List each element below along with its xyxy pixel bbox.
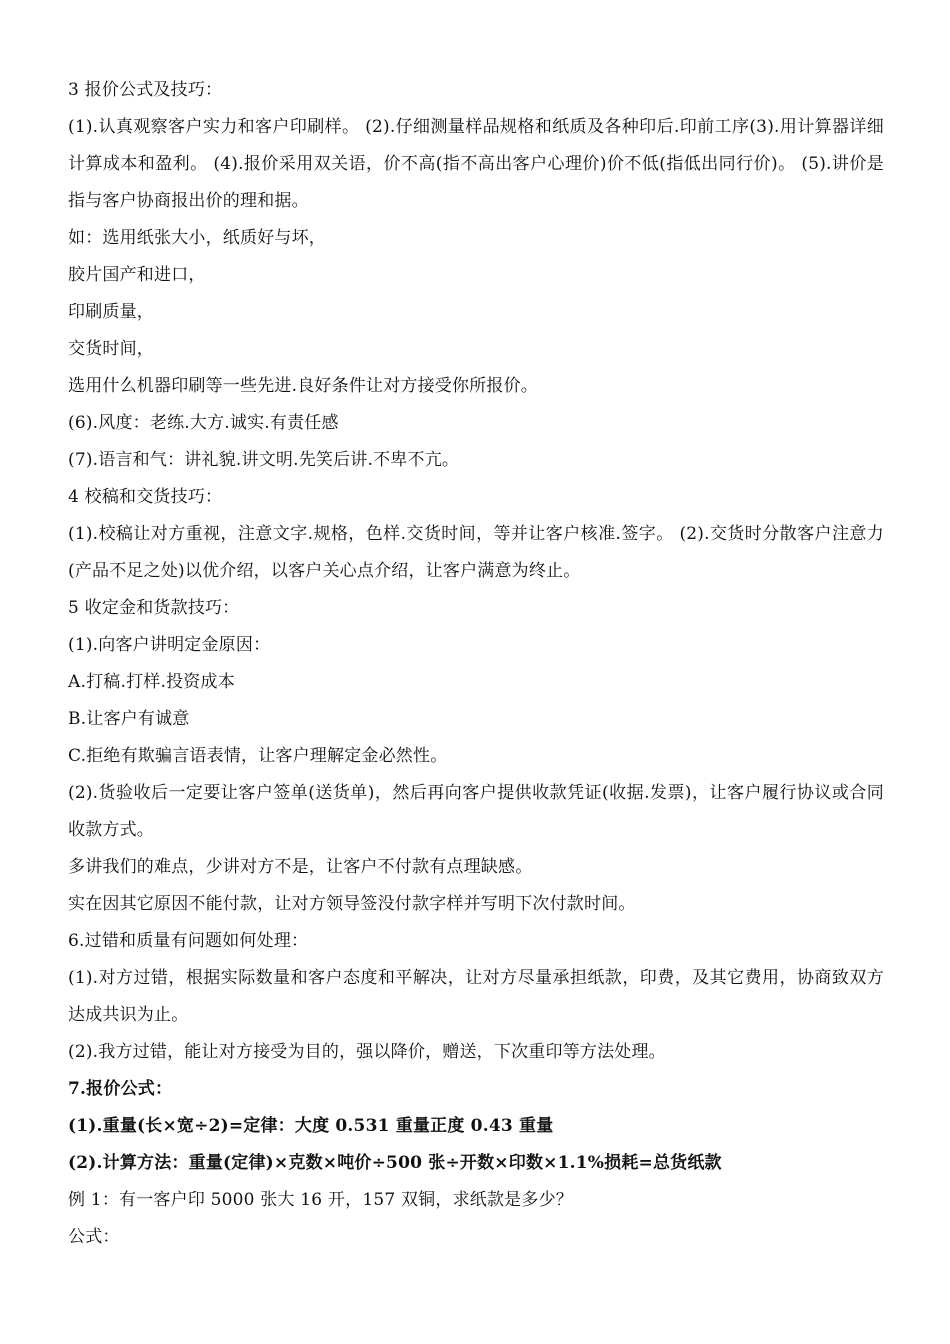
section-heading-formula: 7.报价公式： [68,1079,173,1099]
paragraph-quote-tips: (1).认真观察客户实力和客户印刷样。 (2).仔细测量样品规格和纸质及各种印后.印前工序(3).用计算器详细计算成本和盈利。 (4).报价采用双关语，价不高(指不高出客户心理价)价不低(指低出同行价)。 (5).讲价是指与客户协商报出价的理和据。 [68,117,884,211]
paragraph-acceptance: (2).货验收后一定要让客户签单(送货单)，然后再向客户提供收款凭证(收据.发票)，让客户履行协议或合同收款方式。 [68,783,884,840]
paragraph-deposit-reason: (1).向客户讲明定金原因： [68,635,271,655]
paragraph-unpaid: 实在因其它原因不能付款，让对方领导签没付款字样并写明下次付款时间。 [68,894,636,914]
paragraph-machine: 选用什么机器印刷等一些先进.良好条件让对方接受你所报价。 [68,376,539,396]
paragraph-manner: (6).风度：老练.大方.诚实.有责任感 [68,413,339,433]
formula-calculation: (2).计算方法：重量(定律)×克数×吨价÷500 张÷开数×印数×1.1%损耗=总货纸款 [68,1153,722,1173]
paragraph-language: (7).语言和气：讲礼貌.讲文明.先笑后讲.不卑不亢。 [68,450,460,470]
paragraph-print-quality: 印刷质量， [68,302,154,322]
paragraph-their-error: (1).对方过错，根据实际数量和客户态度和平解决，让对方尽量承担纸款，印费，及其它费用，协商致双方达成共识为止。 [68,968,884,1025]
document-page [68,72,884,1256]
list-item-c: C.拒绝有欺骗言语表情，让客户理解定金必然性。 [68,746,448,766]
example-1: 例 1：有一客户印 5000 张大 16 开，157 双铜，求纸款是多少？ [68,1190,573,1210]
formula-label: 公式： [68,1227,120,1247]
paragraph-delivery-time: 交货时间， [68,339,154,359]
list-item-a: A.打稿.打样.投资成本 [68,672,235,692]
section-heading-quote: 3 报价公式及技巧： [68,80,223,100]
paragraph-film: 胶片国产和进口， [68,265,206,285]
paragraph-difficulties: 多讲我们的难点，少讲对方不是，让客户不付款有点理缺感。 [68,857,533,877]
paragraph-proof-tips: (1).校稿让对方重视，注意文字.规格，色样.交货时间，等并让客户核准.签字。 (2).交货时分散客户注意力(产品不足之处)以优介绍，以客户关心点介绍，让客户满意为终止。 [68,524,884,581]
formula-weight: (1).重量(长×宽÷2)=定律：大度 0.531 重量正度 0.43 重量 [68,1116,554,1136]
list-item-b: B.让客户有诚意 [68,709,190,729]
section-heading-deposit: 5 收定金和货款技巧： [68,598,240,618]
section-heading-proof: 4 校稿和交货技巧： [68,487,223,507]
paragraph-example: 如：选用纸张大小，纸质好与坏， [68,228,326,248]
section-heading-errors: 6.过错和质量有问题如何处理： [68,931,309,951]
paragraph-our-error: (2).我方过错，能让对方接受为目的，强以降价，赠送，下次重印等方法处理。 [68,1042,666,1062]
